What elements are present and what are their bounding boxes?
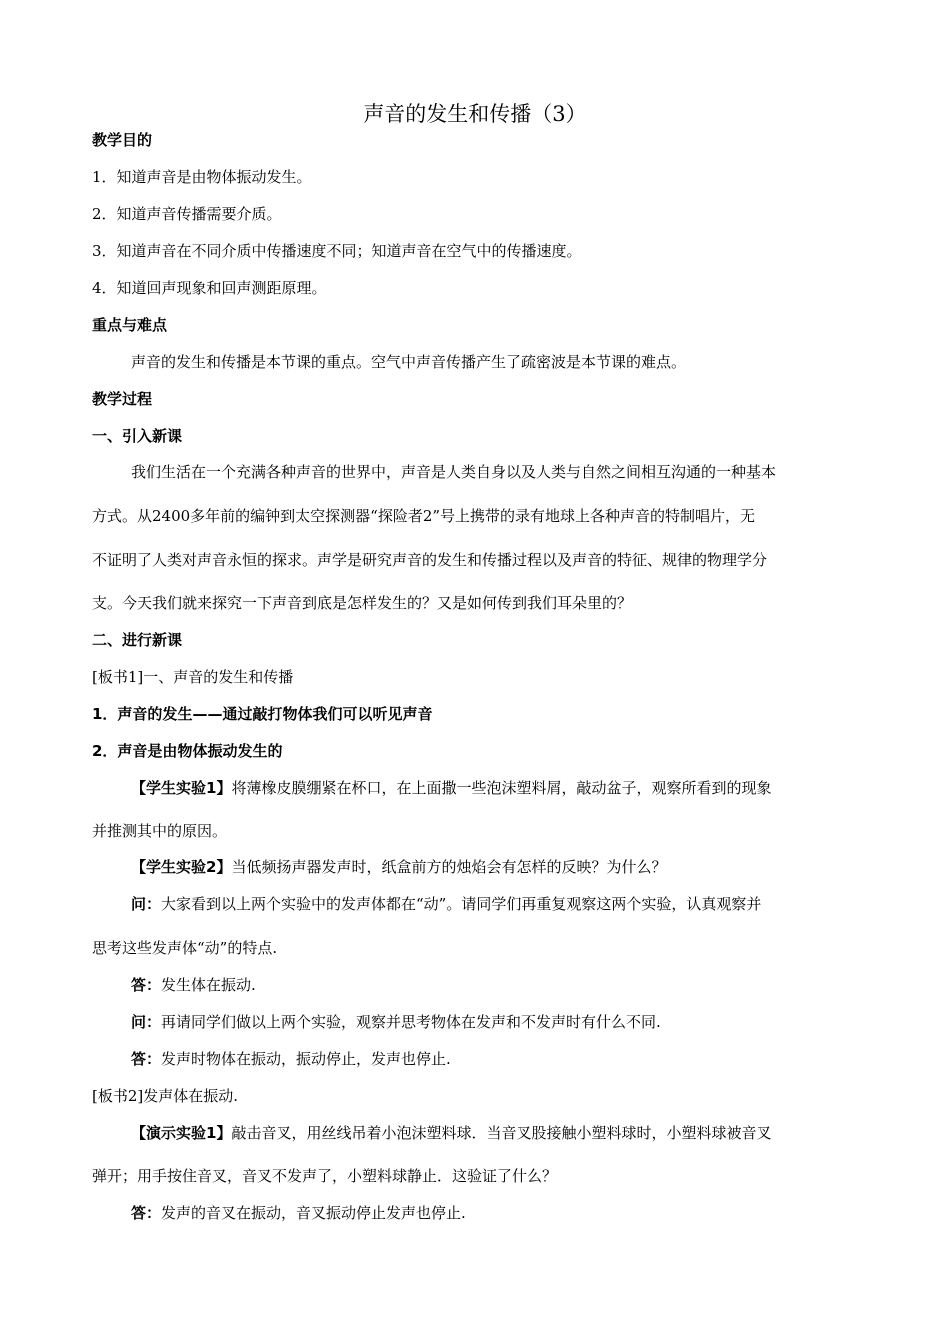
answer-text: 发生体在振动. bbox=[161, 976, 256, 994]
process-heading: 教学过程 bbox=[92, 390, 153, 408]
document-title: 声音的发生和传播（3） bbox=[363, 102, 587, 126]
section1-line-4: 支。今天我们就来探究一下声音到底是怎样发生的？又是如何传到我们耳朵里的？ bbox=[92, 594, 633, 612]
student-experiment-1-cont: 并推测其中的原因。 bbox=[92, 822, 228, 840]
key-points-heading: 重点与难点 bbox=[92, 316, 168, 334]
experiment-label: 【学生实验1】 bbox=[131, 779, 232, 797]
question-label: 问： bbox=[131, 895, 162, 913]
question-label: 问： bbox=[131, 1013, 162, 1031]
answer-label: 答： bbox=[131, 1204, 162, 1222]
board-note-2: [板书2]发声体在振动. bbox=[92, 1087, 239, 1105]
board-note-1: [板书1]一、声音的发生和传播 bbox=[92, 668, 294, 686]
objectives-heading: 教学目的 bbox=[92, 131, 153, 149]
section1-line-1: 我们生活在一个充满各种声音的世界中，声音是人类自身以及人类与自然之间相互沟通的一种基本 bbox=[131, 463, 777, 481]
answer-text: 发声时物体在振动，振动停止，发声也停止. bbox=[161, 1050, 451, 1068]
section1-heading: 一、引入新课 bbox=[92, 427, 183, 445]
point-2: 2．声音是由物体振动发生的 bbox=[92, 742, 283, 760]
objective-item-4: 4．知道回声现象和回声测距原理。 bbox=[92, 279, 327, 297]
answer-text: 发声的音叉在振动，音叉振动停止发声也停止. bbox=[161, 1204, 466, 1222]
question-2 bbox=[131, 1012, 661, 1032]
answer-1 bbox=[131, 975, 256, 995]
objective-item-2: 2．知道声音传播需要介质。 bbox=[92, 205, 282, 223]
answer-label: 答： bbox=[131, 976, 162, 994]
experiment-label: 【学生实验2】 bbox=[131, 858, 232, 876]
objective-item-1: 1．知道声音是由物体振动发生。 bbox=[92, 168, 312, 186]
question-1-cont: 思考这些发声体“动”的特点. bbox=[92, 939, 278, 957]
experiment-text: 将薄橡皮膜绷紧在杯口，在上面撒一些泡沫塑料屑，敲动盆子，观察所看到的现象 bbox=[231, 779, 772, 797]
question-text: 再请同学们做以上两个实验，观察并思考物体在发声和不发声时有什么不同. bbox=[161, 1013, 661, 1031]
section1-line-3: 不证明了人类对声音永恒的探求。声学是研究声音的发生和传播过程以及声音的特征、规律的物理学分 bbox=[92, 551, 768, 569]
student-experiment-2 bbox=[131, 857, 666, 877]
demo-experiment-1 bbox=[131, 1123, 771, 1143]
question-1 bbox=[131, 894, 761, 914]
demo-experiment-1-cont: 弹开；用手按住音叉，音叉不发声了，小塑料球静止．这验证了什么？ bbox=[92, 1167, 558, 1185]
experiment-label: 【演示实验1】 bbox=[131, 1124, 232, 1142]
answer-2 bbox=[131, 1049, 451, 1069]
answer-3 bbox=[131, 1203, 466, 1223]
key-points-text: 声音的发生和传播是本节课的重点。空气中声音传播产生了疏密波是本节课的难点。 bbox=[131, 353, 687, 371]
point-1: 1．声音的发生——通过敲打物体我们可以听见声音 bbox=[92, 705, 433, 723]
experiment-text: 当低频扬声器发声时，纸盒前方的烛焰会有怎样的反映？为什么？ bbox=[231, 858, 667, 876]
objective-item-3: 3．知道声音在不同介质中传播速度不同；知道声音在空气中的传播速度。 bbox=[92, 242, 582, 260]
experiment-text: 敲击音叉，用丝线吊着小泡沫塑料球．当音叉股接触小塑料球时，小塑料球被音叉 bbox=[231, 1124, 772, 1142]
question-text: 大家看到以上两个实验中的发声体都在“动”。请同学们再重复观察这两个实验，认真观察并 bbox=[161, 895, 762, 913]
section2-heading: 二、进行新课 bbox=[92, 631, 183, 649]
student-experiment-1 bbox=[131, 778, 771, 798]
answer-label: 答： bbox=[131, 1050, 162, 1068]
section1-line-2: 方式。从2400多年前的编钟到太空探测器“探险者2”号上携带的录有地球上各种声音的特制唱片，无 bbox=[92, 507, 756, 525]
